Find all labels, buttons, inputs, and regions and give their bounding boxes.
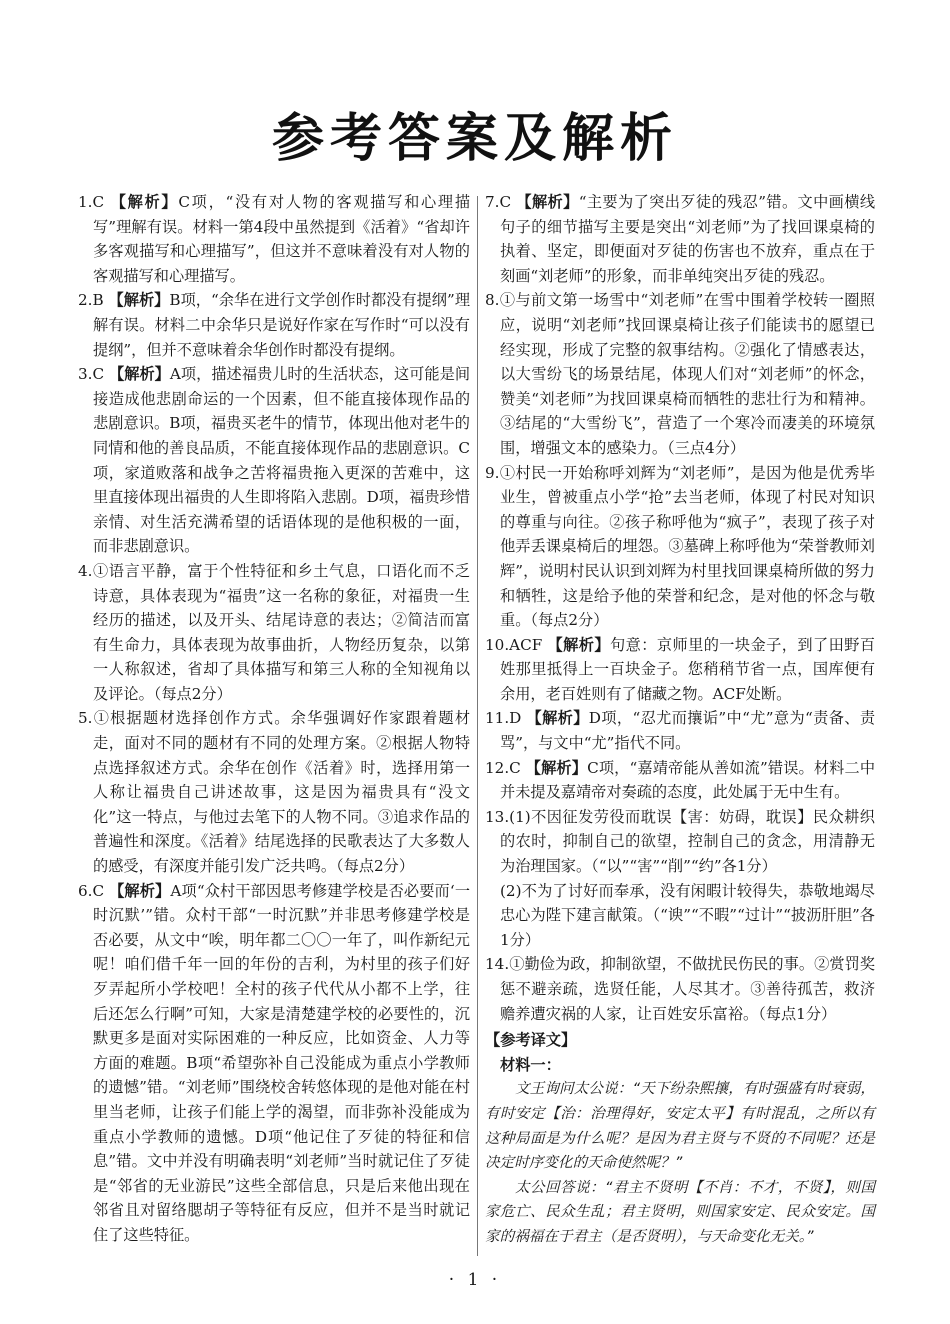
page-number: · 1 · — [448, 1270, 502, 1290]
answer-item — [485, 633, 875, 707]
answer-text: 句意：京师里的一块金子，到了田野百姓那里抵得上一百块金子。您稍稍节省一点，国库便有余用，老百姓则有了储藏之物。ACF处断。 — [500, 635, 876, 703]
answer-number: 13. — [485, 807, 510, 826]
answer-number: 9. — [485, 463, 500, 482]
answer-item — [485, 288, 875, 460]
material-label: 材料一： — [500, 1055, 561, 1074]
answer-number: 1.C — [78, 193, 105, 211]
answer-number: 14. — [485, 955, 510, 974]
analysis-tag: 【解析】 — [525, 758, 588, 777]
translation-paragraph: 文王询问太公说：“天下纷杂熙攘，有时强盛有时衰弱，有时安定【治：治理得好，安定太平】有时混乱，之所以有这种局面是为什么呢？是因为君主贤与不贤的不同呢？还是决定时序变化的天命使然呢？” — [485, 1080, 875, 1172]
answer-item — [78, 879, 470, 1248]
answer-number: 2.B — [78, 291, 104, 310]
answer-text: ①语言平静，富于个性特征和乡土气息，口语化而不乏诗意，具体表现为“福贵”这一名称的象征，对福贵一生经历的描述，以及开头、结尾诗意的表达；②简洁而富有生命力，具体表现为故事曲折，人物经历复杂，以第一人称叙述，省却了具体描写和第三人称的全知视角以及评论。（每点2分） — [92, 561, 470, 703]
answer-text: (1)不因征发劳役而耽误【害：妨碍，耽误】民众耕织的农时，抑制自己的欲望，控制自己的贪念，用清静无为治理国家。（“以”“害”“削”“约”各1分） — [500, 807, 875, 876]
answer-text: B项，“余华在进行文学创作时都没有提纲”理解有误。材料二中余华只是说好作家在写作时“可以没有提纲”，但并不意味着余华创作时都没有提纲。 — [93, 291, 471, 359]
answer-text: “主要为了突出歹徒的残忍”错。文中画横线句子的细节描写主要是突出“刘老师”为了找回课桌椅的执着、坚定，即便面对歹徒的伤害也不放弃，重点在于刻画“刘老师”的形象，而非单纯突出歹徒的残忍。 — [500, 193, 876, 285]
answer-text: ①村民一开始称呼刘辉为“刘老师”，是因为他是优秀毕业生，曾被重点小学“抢”去当老师，体现了村民对知识的尊重与向往。②孩子称呼他为“疯子”，表现了孩子对他弄丢课桌椅后的埋怨。③墓碑上称呼他为“荣誉教师刘辉”，说明村民认识到刘辉为村里找回课桌椅所做的努力和牺牲，这是给予他的荣誉和纪念，是对他的怀念与敬重。（每点2分） — [499, 463, 875, 630]
answer-text: C项，“嘉靖帝能从善如流”错误。材料二中并未提及嘉靖帝对奏疏的态度，此处属于无中生有。 — [500, 758, 876, 802]
analysis-tag: 【解析】 — [109, 881, 171, 900]
left-column — [78, 190, 470, 1248]
answer-number: 5. — [78, 709, 93, 728]
analysis-tag: 【解析】 — [547, 635, 611, 654]
answer-number: 3.C — [78, 365, 105, 384]
analysis-tag: 【解析】 — [110, 193, 179, 211]
answer-item — [485, 805, 875, 879]
answer-text: ①与前文第一场雪中“刘老师”在雪中围着学校转一圈照应，说明“刘老师”找回课桌椅让孩子们能读书的愿望已经实现，形成了完整的叙事结构。②强化了情感表达，以大雪纷飞的场景结尾，体现人们对“刘老师”的怀念，赞美“刘老师”为找回课桌椅而牺牲的悲壮行为和精神。③结尾的“大雪纷飞”，营造了一个寒冷而凄美的环境氛围，增强文本的感染力。（三点4分） — [499, 291, 875, 457]
answer-number: 6.C — [78, 881, 105, 900]
answer-text: A项，描述福贵儿时的生活状态，这可能是间接造成他悲剧命运的一个因素，但不能直接体现作品的悲剧意识。B项，福贵买老牛的情节，体现出他对老牛的同情和他的善良品质，不能直接体现作品的悲剧意识。C项，家道败落和战争之苦将福贵拖入更深的苦难中，这里直接体现出福贵的人生即将陷入悲剧。D项，福贵珍惜亲情、对生活充满希望的话语体现的是他积极的一面，而非悲剧意识。 — [93, 365, 471, 556]
answer-item — [78, 288, 470, 362]
analysis-tag: 【解析】 — [108, 291, 170, 310]
analysis-tag: 【解析】 — [526, 709, 589, 728]
right-column — [485, 190, 875, 1250]
answer-text: ①根据题材选择创作方式。余华强调好作家跟着题材走，面对不同的题材有不同的处理方案。②根据人物特点选择叙述方式。余华在创作《活着》时，选择用第一人称让福贵自己讲述故事，这是因为福贵具有“没文化”这一特点，与他过去笔下的人物不同。③追求作品的普遍性和深度。《活着》结尾选择的民歌表达了大多数人的感受，有深度并能引发广泛共鸣。（每点2分） — [92, 709, 470, 876]
answer-item — [485, 706, 875, 755]
answer-item — [78, 190, 470, 288]
answer-item — [485, 461, 875, 633]
analysis-tag: 【解析】 — [516, 193, 579, 211]
answer-number: 7.C — [485, 193, 512, 211]
answer-number: 4. — [78, 561, 93, 580]
answer-number: 11.D — [485, 709, 522, 728]
answer-subitem — [485, 879, 875, 953]
column-divider — [477, 196, 478, 1256]
answer-item — [485, 952, 875, 1026]
analysis-tag: 【解析】 — [109, 365, 170, 384]
answer-item — [485, 190, 875, 288]
answer-item — [78, 706, 470, 878]
answer-text: A项“众村干部因思考修建学校是否必要而‘一时沉默’”错。众村干部“一时沉默”并非思考修建学校是否必要，从文中“唉，明年都二〇〇一年了，叫作新纪元呢！咱们借千年一回的年份的吉利，为村里的孩子们好歹弄起所小学校吧！全村的孩子代代从小都不上学，往后还怎么行啊”可知，大家是清楚建学校的必要性的，沉默更多是面对实际困难的一种反应，比如资金、人力等方面的难题。B项“希望弥补自己没能成为重点小学教师的遗憾”错。“刘老师”围绕校舍转悠体现的是他对能在村里当老师，让孩子们能上学的渴望，而非弥补没能成为重点小学教师的遗憾。D项“他记住了歹徒的特征和信息”错。文中并没有明确表明“刘老师”当时就记住了歹徒是“邻省的无业游民”这些全部信息，只是后来他出现在邻省且对留络腮胡子等特征有反应，但并不是当时就记住了这些特征。 — [93, 881, 471, 1244]
answer-text: D项，“忍尤而攘诟”中“尤”意为“责备、责骂”，与文中“尤”指代不同。 — [500, 709, 876, 753]
answer-number: 12.C — [485, 758, 521, 777]
answer-number: 10.ACF — [485, 635, 543, 654]
answer-text: ①勤俭为政，抑制欲望，不做扰民伤民的事。②赏罚奖惩不避亲疏，选贤任能，人尽其才。③善待孤苦，救济赡养遭灾祸的人家，让百姓安乐富裕。（每点1分） — [500, 955, 875, 1023]
answer-item — [78, 362, 470, 559]
answer-item — [78, 559, 470, 707]
page-title: 参考答案及解析 — [271, 109, 678, 169]
answer-text: C项，“没有对人物的客观描写和心理描写”理解有误。材料一第4段中虽然提到《活着》“省却许多客观描写和心理描写”，但这并不意味着没有对人物的客观描写和心理描写。 — [93, 193, 471, 285]
answer-number: 8. — [485, 291, 500, 310]
translation-paragraph: 太公回答说：“君主不贤明【不肖：不才，不贤】，则国家危亡、民众生乱；君主贤明，则国家安定、民众安定。国家的祸福在于君主（是否贤明），与天命变化无关。” — [485, 1178, 875, 1245]
reference-translation-heading: 【参考译文】 — [485, 1031, 577, 1050]
answer-item — [485, 756, 875, 805]
answer-text: (2)不为了讨好而奉承，没有闲暇计较得失，恭敬地竭尽忠心为陛下建言献策。（“谀”“不暇”“过计”“披沥肝胆”各1分） — [500, 881, 875, 949]
